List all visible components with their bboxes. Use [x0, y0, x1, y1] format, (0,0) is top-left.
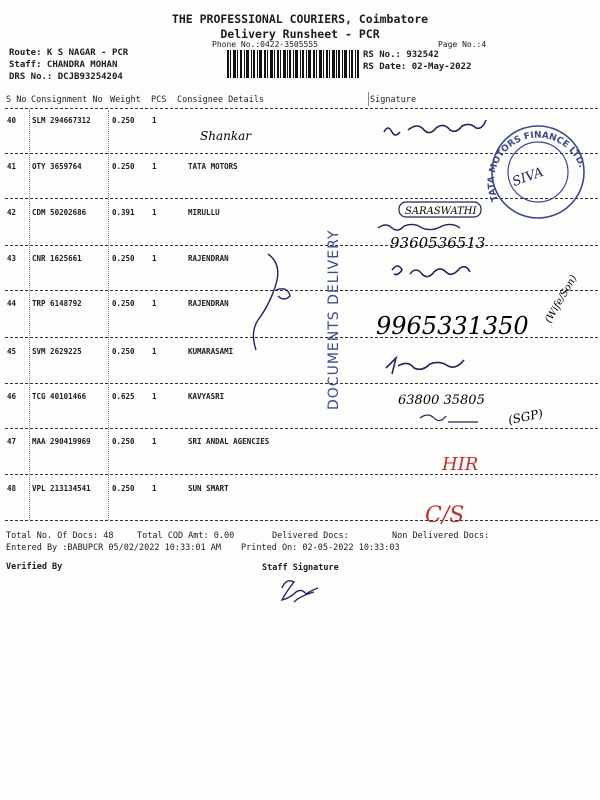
entered-by: Entered By :BABUPCR 05/02/2022 10:33:01 AM — [6, 543, 221, 553]
signature-scribble — [253, 254, 290, 350]
handwritten-phone: 9965331350 — [376, 312, 529, 340]
row-consignment: MAA 290419969 — [32, 437, 91, 446]
col-signature: Signature — [370, 95, 417, 105]
page-number: Page No.:4 — [438, 40, 487, 49]
row-sno: 43 — [7, 254, 17, 263]
row-consignment: TRP 6148792 — [32, 299, 82, 308]
row-consignment: CNR 1625661 — [32, 254, 82, 263]
row-consignment: OTY 3659764 — [32, 162, 82, 171]
row-weight: 0.250 — [112, 162, 135, 171]
row-sno: 41 — [7, 162, 17, 171]
total-docs: Total No. Of Docs: 48 — [6, 531, 114, 541]
row-consignment: SVM 2629225 — [32, 347, 82, 356]
row-pcs: 1 — [152, 116, 157, 125]
row-weight: 0.250 — [112, 299, 135, 308]
row-consignment: VPL 213134541 — [32, 484, 91, 493]
row-sno: 47 — [7, 437, 17, 446]
row-sno: 48 — [7, 484, 17, 493]
printed-on: Printed On: 02-05-2022 10:33:03 — [241, 543, 400, 553]
row-sno: 44 — [7, 299, 17, 308]
route-label: Route: K S NAGAR - PCR — [9, 48, 129, 58]
non-delivered-docs: Non Delivered Docs: — [392, 531, 490, 541]
row-sno: 45 — [7, 347, 17, 356]
red-annotation: HIR — [442, 454, 479, 475]
row-pcs: 1 — [152, 162, 157, 171]
row-consignee: TATA MOTORS — [188, 162, 238, 171]
runsheet-subtitle: Delivery Runsheet - PCR — [220, 27, 380, 41]
signature-scribble — [384, 120, 486, 135]
handwritten-name: SARASWATHI — [405, 206, 477, 217]
col-consignee: Consignee Details — [177, 95, 264, 105]
staff-label: Staff: CHANDRA MOHAN — [9, 60, 118, 70]
signature-scribble — [378, 224, 460, 230]
row-weight: 0.250 — [112, 116, 135, 125]
row-pcs: 1 — [152, 347, 157, 356]
row-sno: 46 — [7, 392, 17, 401]
handwritten-phone: 9360536513 — [390, 234, 486, 252]
row-consignee: KUMARASAMI — [188, 347, 234, 356]
rs-date: RS Date: 02-May-2022 — [363, 62, 472, 72]
row-consignment: TCG 40101466 — [32, 392, 87, 401]
documents-delivery-stamp: DOCUMENTS DELIVERY — [326, 229, 342, 410]
stamp-company-name: TATA MOTORS FINANCE LTD. — [486, 130, 587, 203]
row-pcs: 1 — [152, 208, 157, 217]
row-sno: 40 — [7, 116, 17, 125]
row-consignee: RAJENDRAN — [188, 254, 229, 263]
handwritten-relation: (Wife/Son) — [543, 273, 580, 326]
staff-signature-scribble — [282, 581, 318, 602]
handwritten-phone: 63800 35805 — [398, 393, 485, 408]
row-pcs: 1 — [152, 299, 157, 308]
total-cod: Total COD Amt: 0.00 — [137, 531, 235, 541]
phone-number: Phone No.:0422-3505555 — [212, 40, 318, 49]
rs-number: RS No.: 932542 — [363, 50, 439, 60]
row-sno: 42 — [7, 208, 17, 217]
row-weight: 0.391 — [112, 208, 135, 217]
row-consignment: SLM 294667312 — [32, 116, 91, 125]
runsheet-title: THE PROFESSIONAL COURIERS, Coimbatore — [171, 12, 429, 26]
col-sno: S No — [6, 95, 27, 105]
col-weight: Weight — [110, 95, 141, 105]
staff-signature-label: Staff Signature — [262, 563, 339, 573]
row-weight: 0.625 — [112, 392, 135, 401]
row-consignee: SUN SMART — [188, 484, 229, 493]
col-consignment: Consignment No — [31, 95, 103, 105]
signature-scribble — [420, 415, 478, 422]
delivered-docs: Delivered Docs: — [272, 531, 349, 541]
row-weight: 0.250 — [112, 347, 135, 356]
row-weight: 0.250 — [112, 484, 135, 493]
row-consignee: SRI ANDAL AGENCIES — [188, 437, 270, 446]
handwritten-name: Shankar — [200, 129, 251, 143]
red-annotation: C/S — [425, 503, 465, 528]
row-pcs: 1 — [152, 254, 157, 263]
row-weight: 0.250 — [112, 254, 135, 263]
row-consignee: RAJENDRAN — [188, 299, 229, 308]
verified-by: Verified By — [6, 562, 63, 572]
row-pcs: 1 — [152, 437, 157, 446]
row-consignee: MIRULLU — [188, 208, 220, 217]
signature-scribble — [392, 266, 470, 277]
row-pcs: 1 — [152, 392, 157, 401]
row-weight: 0.250 — [112, 437, 135, 446]
drs-number: DRS No.: DCJB93254204 — [9, 72, 123, 82]
row-consignee: KAVYASRI — [188, 392, 225, 401]
col-pcs: PCS — [151, 95, 167, 105]
handwritten-relation: (SGP) — [506, 406, 545, 428]
row-consignment: CDM 50202686 — [32, 208, 87, 217]
signature-scribble — [386, 358, 464, 374]
stamp-siva-handwriting: SIVA — [510, 164, 546, 190]
row-pcs: 1 — [152, 484, 157, 493]
